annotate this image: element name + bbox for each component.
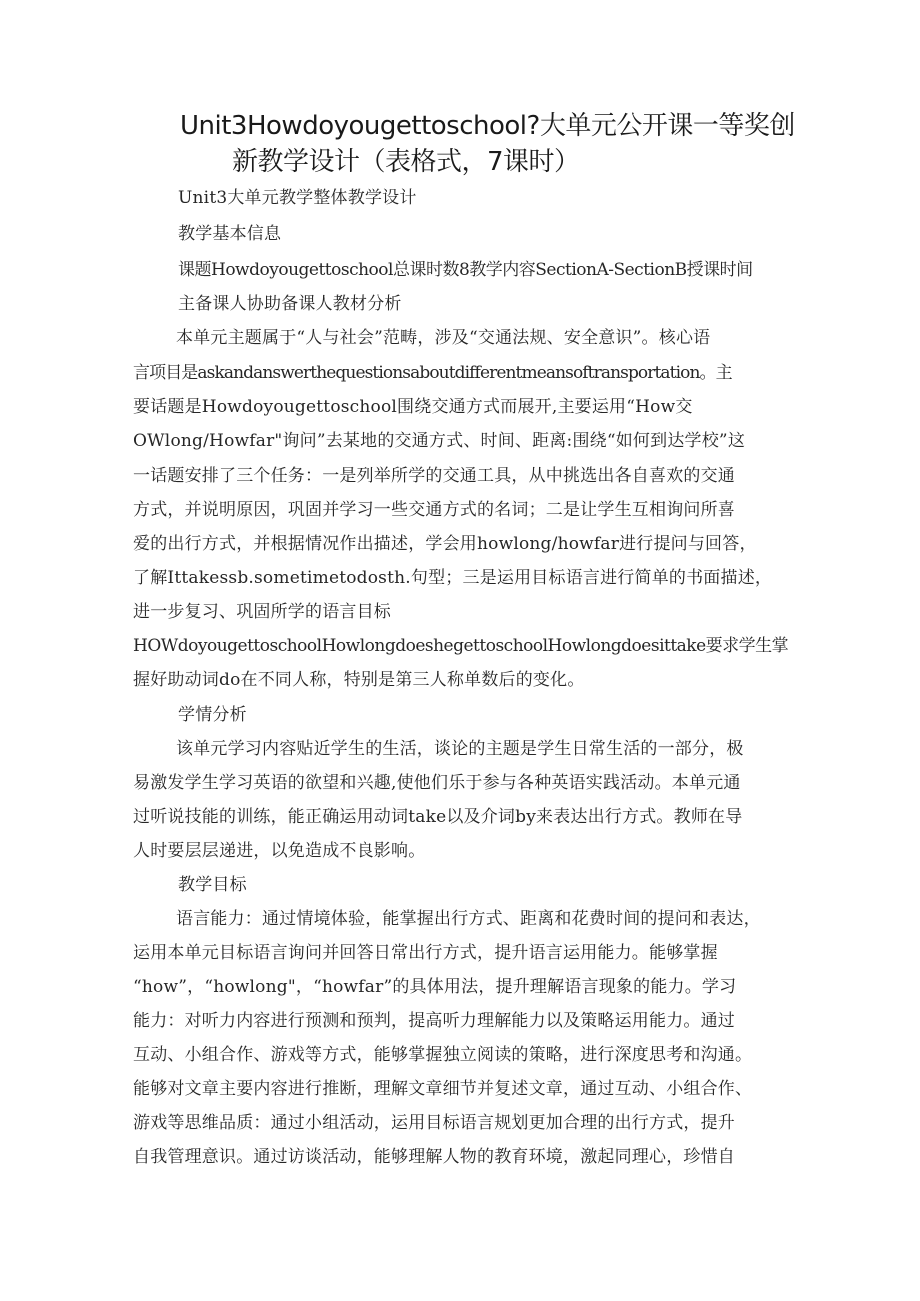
paragraph-line: 运用本单元目标语言询问并回答日常出行方式，提升语言运用能力。能够掌握	[133, 943, 718, 963]
info-line: 主备课人协助备课人教材分析	[178, 294, 402, 314]
paragraph-line: 爱的出行方式，并根据情况作出描述，学会用howlong/howfar进行提问与回答，	[133, 534, 757, 554]
section-heading: Unit3大单元教学整体教学设计	[178, 188, 417, 208]
section-heading: 学情分析	[178, 705, 247, 725]
paragraph-line: 一话题安排了三个任务：一是列举所学的交通工具，从中挑选出各自喜欢的交通	[133, 466, 735, 486]
document-title	[180, 108, 800, 180]
section-heading: 教学目标	[178, 875, 247, 895]
paragraph-line: 自我管理意识。通过访谈活动，能够理解人物的教育环境，激起同理心，珍惜自	[133, 1147, 735, 1167]
paragraph-line: 过听说技能的训练，能正确运用动词take以及介词by来表达出行方式。教师在导	[133, 807, 743, 827]
paragraph-line: 了解Ittakessb.sometimetodosth.句型；三是运用目标语言进行简单的书面描述，	[133, 568, 773, 588]
info-line: 课题Howdoyougettoschool总课时数8教学内容SectionA-SectionB授课时间	[178, 260, 753, 280]
title-line-1: Unit3Howdoyougettoschool?大单元公开课一等奖创	[180, 111, 795, 141]
paragraph-line: 要话题是Howdoyougettoschool围绕交通方式而展开,主要运用“How交	[133, 397, 693, 417]
paragraph-line: 能力：对听力内容进行预测和预判，提高听力理解能力以及策略运用能力。通过	[133, 1011, 735, 1031]
title-line-2: 新教学设计（表格式，7课时）	[232, 147, 580, 177]
paragraph-line: 能够对文章主要内容进行推断，理解文章细节并复述文章，通过互动、小组合作、	[133, 1079, 753, 1099]
paragraph-line: 握好助动词do在不同人称，特别是第三人称单数后的变化。	[133, 670, 585, 690]
paragraph-line: 方式，并说明原因，巩固并学习一些交通方式的名词；二是让学生互相询问所喜	[133, 500, 735, 520]
paragraph-line: 进一步复习、巩固所学的语言目标	[133, 602, 391, 622]
paragraph-line: “how”，“howlong"，“howfar”的具体用法，提升理解语言现象的能力。学习	[133, 977, 737, 997]
paragraph-line: 人时要层层递进，以免造成不良影响。	[133, 841, 426, 861]
paragraph-line: 游戏等思维品质：通过小组活动，运用目标语言规划更加合理的出行方式，提升	[133, 1113, 735, 1133]
section-heading: 教学基本信息	[178, 224, 282, 244]
paragraph-line: 言项目是askandanswerthequestionsaboutdifferentmeansoftransportation。主	[133, 363, 732, 383]
paragraph-line: OWlong/Howfar"询问”去某地的交通方式、时间、距离:围绕“如何到达学校”这	[133, 431, 746, 451]
paragraph-line: 该单元学习内容贴近学生的生活，谈论的主题是学生日常生活的一部分，极	[176, 739, 744, 759]
paragraph-line: HOWdoyougettoschoolHowlongdoeshegettoschoolHowlongdoesittake要求学生掌	[133, 636, 789, 656]
paragraph-line: 本单元主题属于“人与社会”范畴，涉及“交通法规、安全意识”。核心语	[176, 328, 711, 348]
paragraph-line: 语言能力：通过情境体验，能掌握出行方式、距离和花费时间的提问和表达，	[176, 909, 761, 929]
paragraph-line: 易激发学生学习英语的欲望和兴趣,使他们乐于参与各种英语实践活动。本单元通	[133, 773, 741, 793]
paragraph-line: 互动、小组合作、游戏等方式，能够掌握独立阅读的策略，进行深度思考和沟通。	[133, 1045, 753, 1065]
